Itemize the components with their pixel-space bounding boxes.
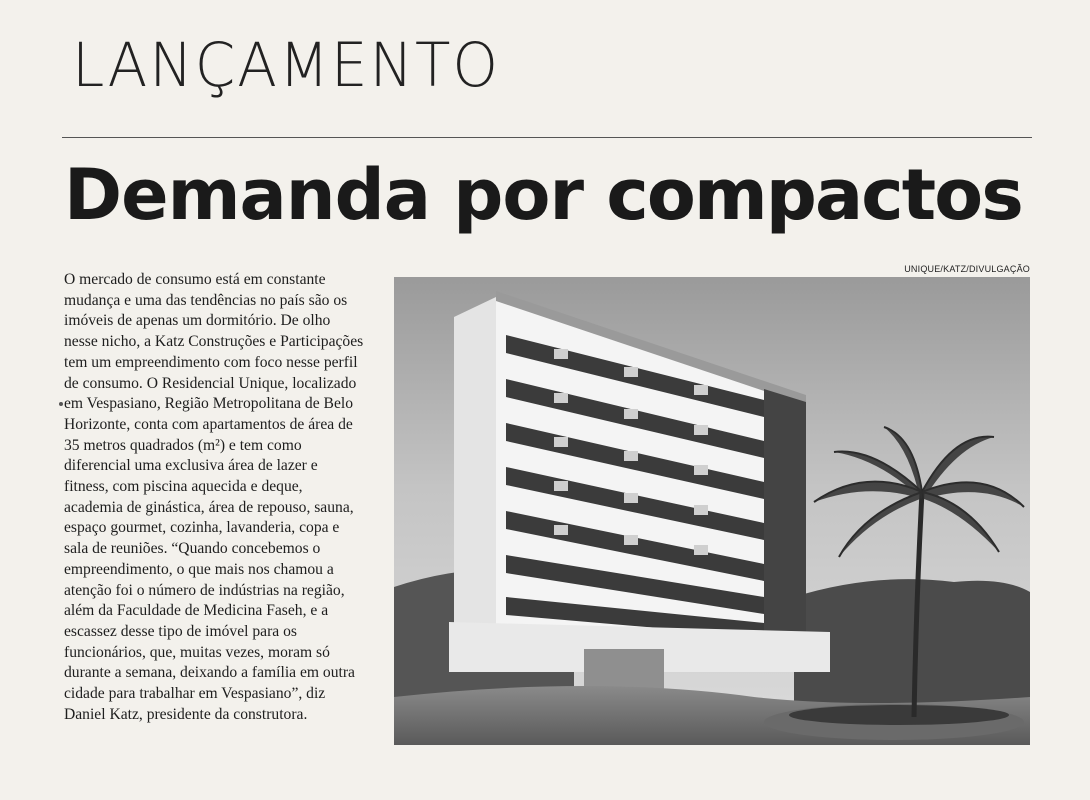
scan-dot [59,402,63,406]
section-label: LANÇAMENTO [72,29,501,101]
article-body: O mercado de consumo está em constante mudança e uma das tendências no país são os imóveis de apenas um dormitório. De olho nesse nicho, a Katz Construções e Participações tem um empreendimento com foco nesse perfil de consumo. O Residencial Unique, localizado em Vespasiano, Região Metropolitana de Belo Horizonte, conta com apartamentos de área de 35 metros quadrados (m²) e tem como diferencial uma exclusiva área de lazer e fitness, com piscina aquecida e deque, academia de ginástica, área de repouso, sauna, espaço gourmet, cozinha, lavanderia, copa e sala de reuniões. “Quando concebemos o empreendimento, o que mais nos chamou a atenção foi o número de indústrias na região, além da Faculdade de Medicina Faseh, e a escassez desse tipo de imóvel para os funcionários, que, muitas vezes, moram só durante a semana, deixando a família em outra cidade para trabalhar em Vespasiano”, diz Daniel Katz, presidente da construtora. [64,271,364,723]
section-divider [62,137,1032,138]
photo-credit: UNIQUE/KATZ/DIVULGAÇÃO [904,264,1030,274]
headline-part2: compactos [606,154,1022,236]
headline-part1: Demanda por [64,154,607,236]
headline [64,154,1022,236]
building-rendering-photo [394,277,1030,745]
